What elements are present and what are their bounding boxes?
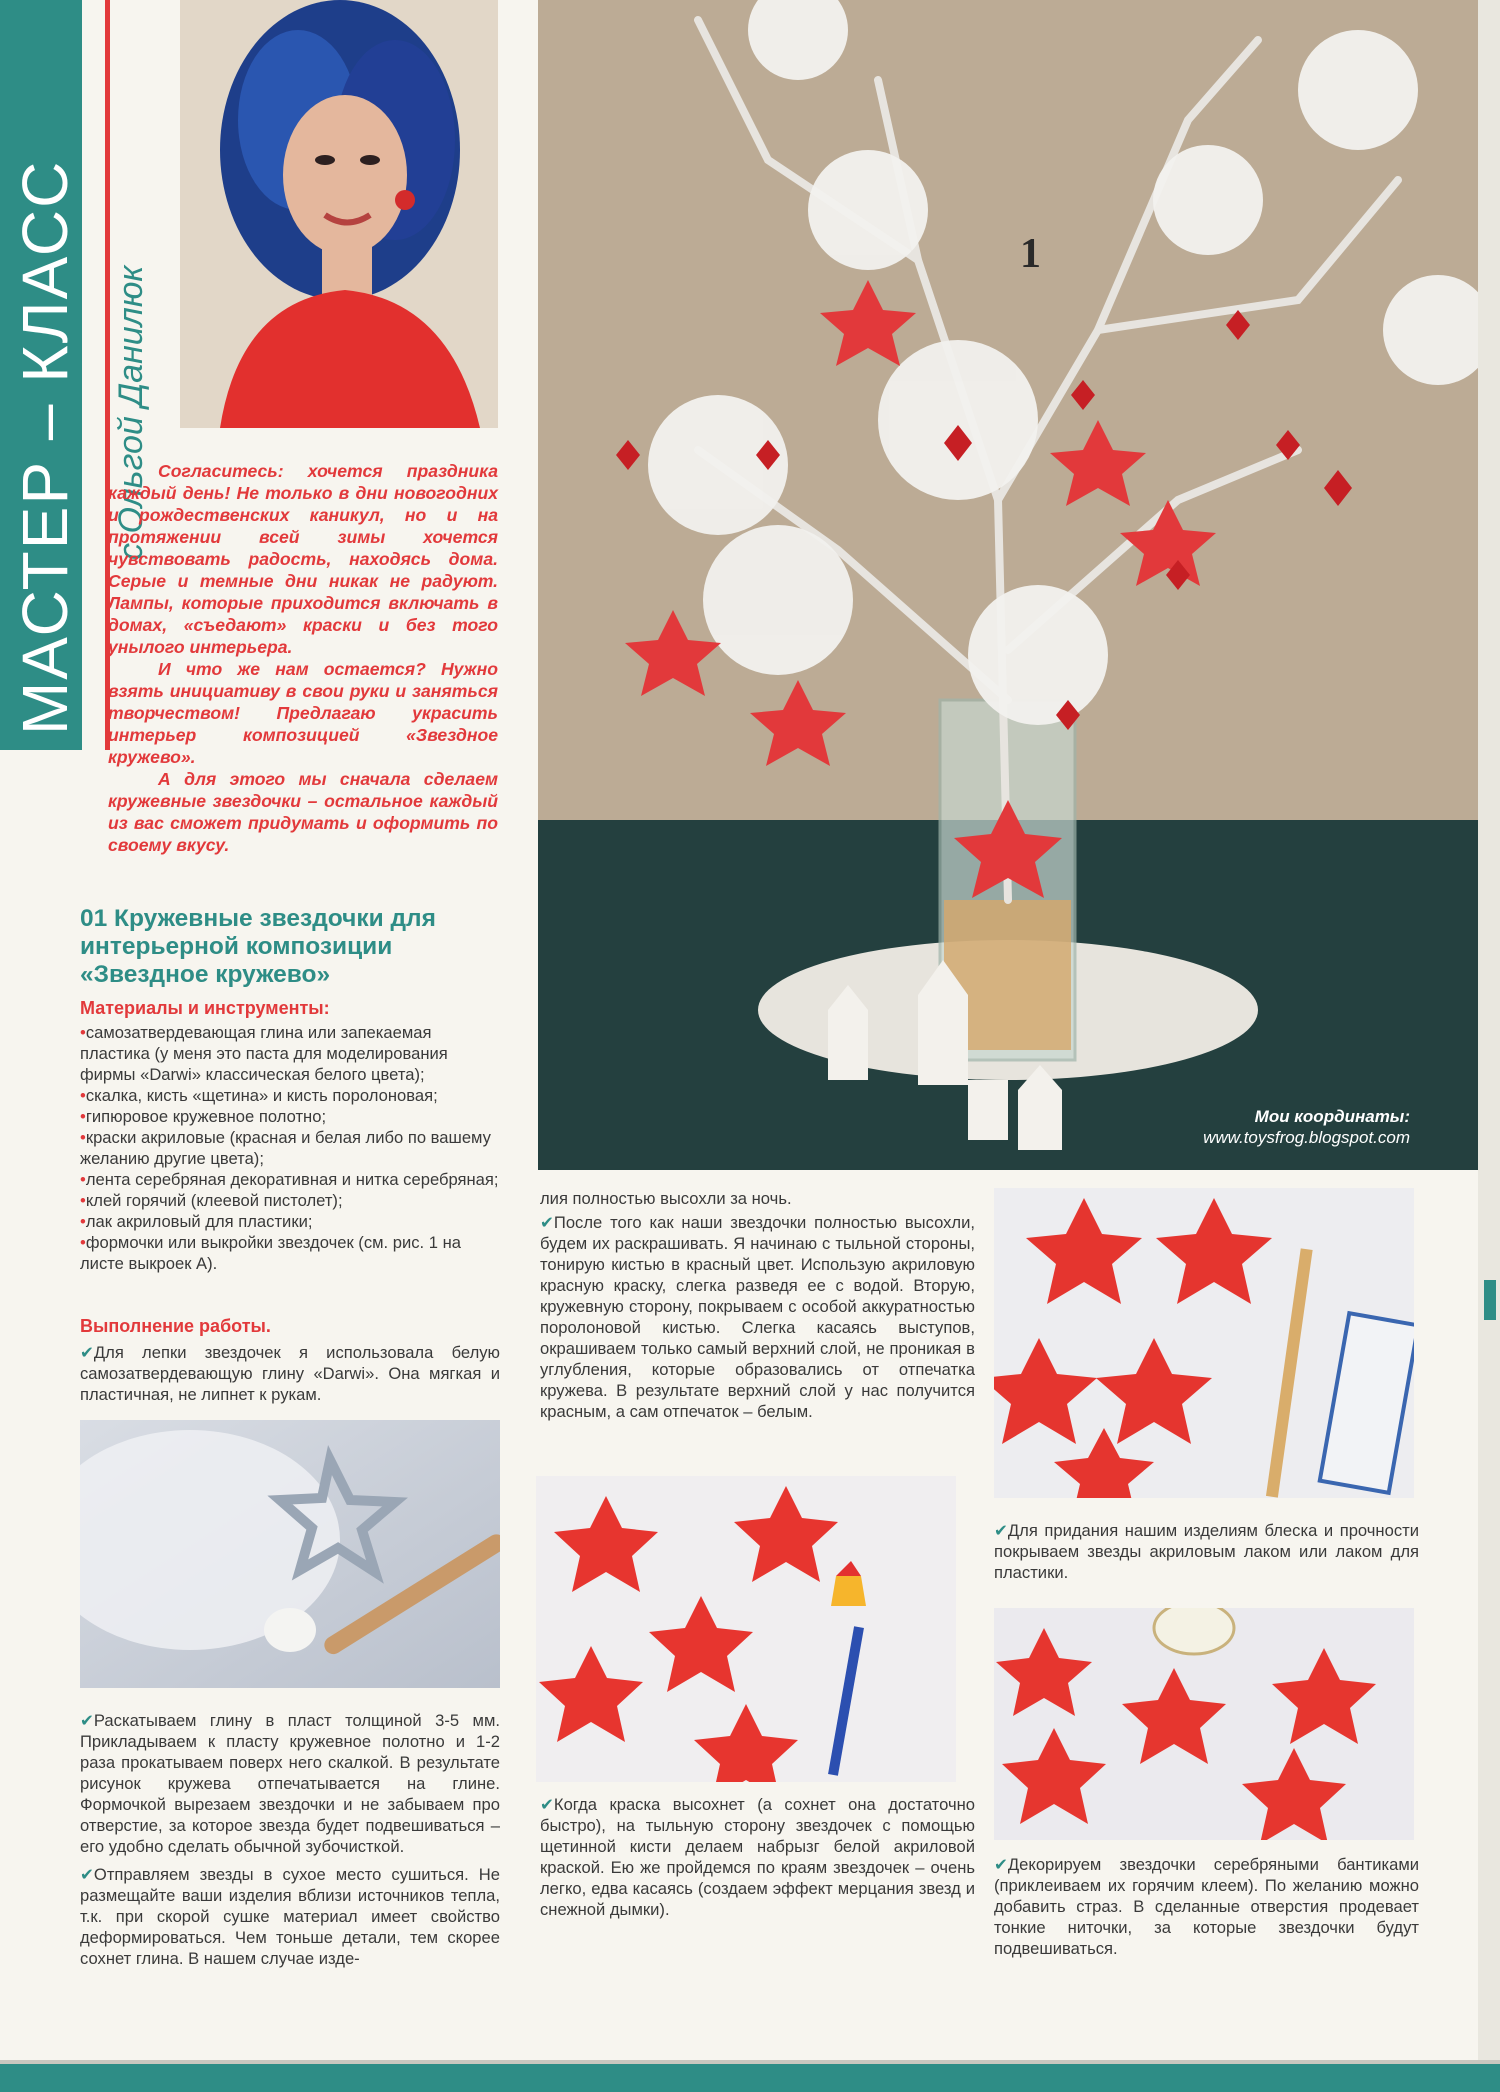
coords-title: Мои координаты: [1254,1107,1410,1126]
list-item: • лента серебряная декоративная и нитка серебряная; [80,1169,500,1190]
step-text: ✔ После того как наши звездочки полностью высохли, будем их раскрашивать. Я начинаю с тыльной стороны, тонирую кистью в красный цвет. Использую акриловую красную краску, слегка разведя ее с водой. Вторую, кружевную сторону, покрываем с особой аккуратностью поролоновой кистью. Слегка касаясь выступов, окрашиваем только самый верхний слой, не проникая в углубления, которые образовались от отпечатка кружева. В результате верхний слой у нас получится красным, а сам отпечаток – белым. [540,1212,975,1422]
list-item: • клей горячий (клеевой пистолет); [80,1190,500,1211]
author-coordinates [1180,1106,1410,1148]
list-item: • лак акриловый для пластики; [80,1211,500,1232]
bottom-strip-line [0,2060,1500,2064]
work-title: Выполнение работы. [80,1316,271,1336]
materials-list [80,1022,500,1274]
step-text: ✔ Когда краска высохнет (а сохнет она достаточно быстро), на тыльную сторону звездочек с помощью щетинной кисти делаем набрызг белой акриловой краской. Ею же пройдемся по краям звездочек – очень легко, едва касаясь (создаем эффект мерцания звезд и снежной дымки). [540,1794,975,1920]
photo-stars-with-brush [994,1188,1414,1498]
list-item: • гипюровое кружевное полотно; [80,1106,500,1127]
step-text: ✔ Отправляем звезды в сухое место сушиться. Не размещайте ваши изделия вблизи источников тепла, т.к. при скорой сушке материал имеет свойство деформироваться. Чем тоньше детали, тем скорее сохнет глина. В нашем случае изде- [80,1864,500,1969]
main-composition-photo [538,0,1478,1170]
varnished-stars-image [994,1608,1414,1840]
materials-title: Материалы и инструменты: [80,998,330,1018]
step-text: ✔ Для лепки звездочек я использовала белую самозатвердевающую глину «Darwi». Она мягкая и пластичная, не липнет к рукам. [80,1342,500,1405]
list-item: • самозатвердевающая глина или запекаемая пластика (у меня это паста для моделирования фирмы «Darwi» классическая белого цвета); [80,1022,500,1085]
coords-url: www.toysfrog.blogspot.com [1203,1128,1410,1147]
photo-painted-stars [536,1476,956,1782]
composition-image [538,0,1478,1170]
photo-number: 1 [1020,231,1041,277]
intro-paragraph: Согласитесь: хочется праздника каждый день! Не только в дни новогодних и рождественских каникул, но и на протяжении всей зимы хочется чувствовать радость, находясь дома. Серые и темные дни никак не радуют. Лампы, которые приходится включать в домах, «съедают» краски и без того унылого интерьера. [108,461,498,657]
article-heading: 01 Кружевные звездочки для интерьерной композиции «Звездное кружево» [80,905,436,988]
banner-title-wrap [0,0,82,750]
author-portrait [180,0,498,428]
banner-title: МАСТЕР – КЛАСС [9,159,81,735]
painted-stars-image [536,1476,956,1782]
list-item: • краски акриловые (красная и белая либо по вашему желанию другие цвета); [80,1127,500,1169]
photo-clay-cutter [80,1420,500,1688]
intro-paragraph: А для этого мы сначала сделаем кружевные звездочки – остальное каждый из вас сможет придумать и оформить по своему вкусу. [108,769,498,855]
list-item: • формочки или выкройки звездочек (см. рис. 1 на листе выкроек А). [80,1232,500,1274]
clay-cutter-image [80,1420,500,1688]
page-edge-tab [1484,1280,1496,1320]
portrait-image [180,0,498,428]
step-text: ✔ Раскатываем глину в пласт толщиной 3-5 мм. Прикладываем к пласту кружевное полотно и 1-2 раза прокатываем поверх него скалкой. В результате рисунок кружева отпечатывается на глине. Формочкой вырезаем звездочки и не забываем про отверстие, за которое звезда будет подвешиваться – его удобно сделать обычной зубочисткой. [80,1710,500,1857]
stars-brush-image [994,1188,1414,1498]
page-edge [1478,0,1500,2092]
intro-text [108,460,498,856]
continued-text: лия полностью высохли за ночь. [540,1189,792,1208]
bottom-strip [0,2060,1500,2092]
step-text: ✔ Декорируем звездочки серебряными бантиками (приклеиваем их горячим клеем). По желанию можно добавить страз. В сделанные отверстия продевает тонкие ниточки, за которые звездочки будут подвешиваться. [994,1854,1419,1959]
list-item: • скалка, кисть «щетина» и кисть поролоновая; [80,1085,500,1106]
banner-author: с Ольгой Данилюк [112,265,150,560]
intro-paragraph: И что же нам остается? Нужно взять инициативу в свои руки и заняться творчеством! Предлагаю украсить интерьер композицией «Звездное кружево». [108,659,498,767]
photo-varnished-stars [994,1608,1414,1840]
step-text: ✔ Для придания нашим изделиям блеска и прочности покрываем звезды акриловым лаком или лаком для пластики. [994,1520,1419,1583]
